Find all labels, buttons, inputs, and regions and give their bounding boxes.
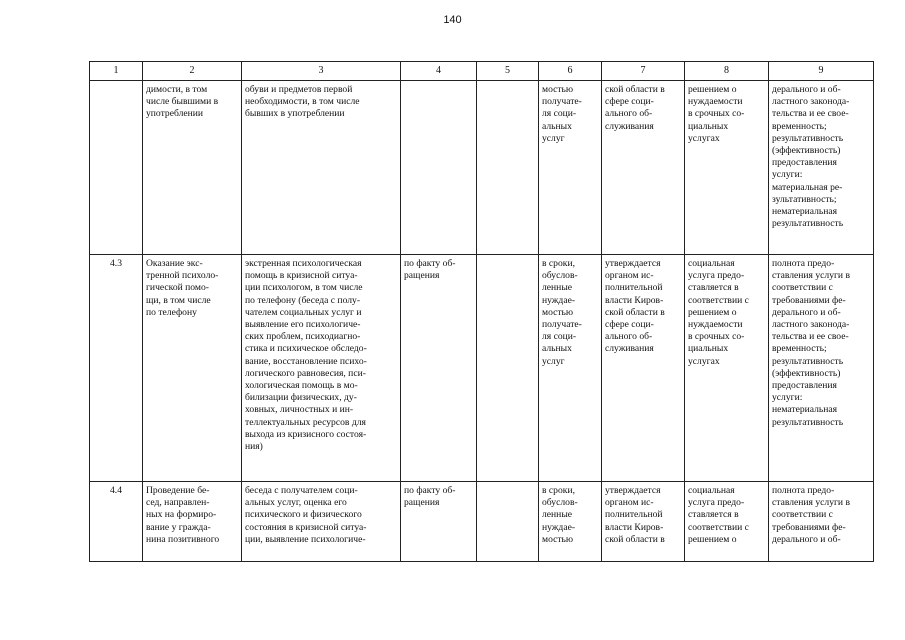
cell-line: органом ис-: [605, 497, 654, 509]
provision-frequency-cell: [401, 255, 477, 482]
cell-line: результативность: [772, 218, 844, 230]
header-cell-7: 7: [602, 62, 685, 81]
service-description-cell: [242, 482, 401, 562]
cell-line: ального об-: [605, 331, 653, 343]
cell-line: решением о: [688, 533, 737, 545]
provision-conditions-cell: [685, 255, 769, 482]
cell-line: нуждаемости: [688, 96, 743, 108]
cell-line: тельства и ее свое-: [772, 331, 849, 343]
cell-line: экстренная психологическая: [245, 258, 362, 269]
cell-line: по факту об-: [404, 485, 456, 496]
cell-line: соответствии с: [772, 509, 833, 521]
cell-line: зультативность;: [772, 193, 837, 205]
cell-line: мостью: [542, 306, 574, 318]
cell-line: в срочных со-: [688, 108, 745, 120]
cell-line: власти Киров-: [605, 294, 664, 306]
cell-line: щи, в том числе: [146, 294, 211, 306]
cell-line: бывших в употреблении: [245, 108, 345, 120]
cell-line: ции психологом, в том числе: [245, 282, 363, 294]
cell-line: чателем социальных услуг и: [245, 306, 362, 318]
cell-line: Проведение бе-: [146, 485, 210, 496]
cell-line: выявление его психологиче-: [245, 319, 361, 331]
cell-line: вание у гражда-: [146, 521, 211, 533]
header-cell-8: 8: [685, 62, 769, 81]
cell-line: циальных: [688, 120, 729, 132]
cell-line: власти Киров-: [605, 521, 664, 533]
cell-line: соответствии с: [772, 282, 833, 294]
cell-line: требованиями фе-: [772, 294, 846, 306]
cell-line: нуждаемости: [688, 319, 743, 331]
cell-line: по телефону (беседа с полу-: [245, 294, 361, 306]
cell-line: полнительной: [605, 282, 663, 294]
cell-line: вание, восстановление психо-: [245, 355, 367, 367]
cell-line: (эффективность): [772, 145, 841, 157]
cell-line: в сроки,: [542, 485, 575, 496]
cell-line: получате-: [542, 319, 582, 331]
cell-line: Оказание экс-: [146, 258, 203, 269]
provision-frequency-cell: [401, 482, 477, 562]
cell-line: дерального и об-: [772, 533, 841, 545]
cell-line: полнота предо-: [772, 485, 835, 496]
cell-line: по факту об-: [404, 258, 456, 269]
cell-line: сфере соци-: [605, 96, 654, 108]
cell-line: нуждае-: [542, 294, 576, 306]
cell-line: предоставления: [772, 380, 837, 392]
cell-line: тренной психоло-: [146, 270, 219, 282]
service-description-cell: [242, 81, 401, 255]
quality-indicators-cell: [769, 81, 874, 255]
cell-line: органом ис-: [605, 270, 654, 282]
provision-conditions-cell: [685, 482, 769, 562]
cell-line: результативность: [772, 355, 844, 367]
cell-line: циальных: [688, 343, 729, 355]
cell-line: беседа с получателем соци-: [245, 485, 358, 496]
cell-line: альных услуг, оценка его: [245, 497, 347, 509]
cell-line: нематериальная: [772, 206, 838, 218]
service-name-cell: [143, 81, 242, 255]
cell-line: стика и психическое обследо-: [245, 343, 367, 355]
provision-terms-cell: [539, 255, 602, 482]
cell-line: билизации физических, ду-: [245, 392, 357, 404]
cell-line: ращения: [404, 497, 440, 509]
table-row: [90, 255, 874, 482]
page-number: 140: [443, 14, 462, 26]
cell-line: необходимости, в том числе: [245, 96, 360, 108]
cell-line: соответствии с: [688, 521, 749, 533]
cell-line: услуга предо-: [688, 270, 745, 282]
service-description-cell: [242, 255, 401, 482]
cell-line: психического и физического: [245, 509, 362, 521]
cell-line: (эффективность): [772, 367, 841, 379]
cell-line: ской области в: [605, 306, 665, 318]
cell-line: услугах: [688, 132, 720, 144]
quality-indicators-cell: [769, 255, 874, 482]
cell-line: ской области в: [605, 533, 665, 545]
cell-line: димости, в том: [146, 84, 208, 95]
service-name-cell: [143, 482, 242, 562]
cell-line: дерального и об-: [772, 306, 841, 318]
cell-line: ных на формиро-: [146, 509, 217, 521]
cell-line: выхода из кризисного состоя-: [245, 428, 367, 440]
cell-line: дерального и об-: [772, 84, 841, 95]
header-cell-5: 5: [477, 62, 539, 81]
service-name-cell: [143, 255, 242, 482]
cell-line: служивания: [605, 120, 654, 132]
row-number: [90, 81, 143, 255]
header-cell-1: 1: [90, 62, 143, 81]
cell-line: ции, выявление психологиче-: [245, 533, 366, 545]
cell-line: социальная: [688, 258, 735, 269]
cell-line: утверждается: [605, 485, 661, 496]
header-row: [90, 62, 874, 81]
column-5-cell: [477, 482, 539, 562]
cell-line: результативность: [772, 132, 844, 144]
cell-line: услугах: [688, 355, 720, 367]
cell-line: временность;: [772, 120, 827, 132]
cell-line: альных: [542, 120, 572, 132]
per-unit-tariff-cell: [602, 81, 685, 255]
row-number: 4.4: [90, 482, 143, 562]
cell-line: тельства и ее свое-: [772, 108, 849, 120]
per-unit-tariff-cell: [602, 255, 685, 482]
cell-line: употреблении: [146, 108, 204, 120]
cell-line: нематериальная: [772, 404, 838, 416]
quality-indicators-cell: [769, 482, 874, 562]
cell-line: ластного законода-: [772, 319, 850, 331]
cell-line: утверждается: [605, 258, 661, 269]
cell-line: мостью: [542, 533, 574, 545]
cell-line: сфере соци-: [605, 319, 654, 331]
cell-line: нина позитивного: [146, 533, 220, 545]
cell-line: состояния в кризисной ситуа-: [245, 521, 367, 533]
cell-line: предоставления: [772, 157, 837, 169]
cell-line: материальная ре-: [772, 181, 843, 193]
cell-line: временность;: [772, 343, 827, 355]
header-cell-3: 3: [242, 62, 401, 81]
cell-line: логического равновесия, пси-: [245, 367, 366, 379]
header-cell-2: 2: [143, 62, 242, 81]
cell-line: обуслов-: [542, 497, 578, 509]
cell-line: гической помо-: [146, 282, 209, 294]
cell-line: сед, направлен-: [146, 497, 210, 509]
per-unit-tariff-cell: [602, 482, 685, 562]
cell-line: ращения: [404, 270, 440, 282]
cell-line: ля соци-: [542, 331, 577, 343]
provision-terms-cell: [539, 81, 602, 255]
services-table: [89, 61, 874, 562]
cell-line: ховных, личностных и ин-: [245, 404, 354, 416]
cell-line: услуги:: [772, 169, 803, 181]
cell-line: полнительной: [605, 509, 663, 521]
header-cell-4: 4: [401, 62, 477, 81]
cell-line: числе бывшими в: [146, 96, 219, 108]
cell-line: обуви и предметов первой: [245, 84, 353, 95]
cell-line: по телефону: [146, 306, 197, 318]
cell-line: полнота предо-: [772, 258, 835, 269]
cell-line: решением о: [688, 84, 737, 95]
cell-line: хологическая помощь в мо-: [245, 380, 358, 392]
provision-frequency-cell: [401, 81, 477, 255]
header-cell-9: 9: [769, 62, 874, 81]
cell-line: альных: [542, 343, 572, 355]
cell-line: обуслов-: [542, 270, 578, 282]
column-5-cell: [477, 255, 539, 482]
cell-line: ставления услуги в: [772, 497, 850, 509]
cell-line: ских проблем, психодиагно-: [245, 331, 361, 343]
table-row: [90, 81, 874, 255]
cell-line: получате-: [542, 96, 582, 108]
cell-line: соответствии с: [688, 294, 749, 306]
cell-line: ния): [245, 441, 263, 453]
cell-line: теллектуальных ресурсов для: [245, 416, 366, 428]
cell-line: результативность: [772, 416, 844, 428]
cell-line: ленные: [542, 509, 573, 521]
cell-line: ля соци-: [542, 108, 577, 120]
cell-line: услуга предо-: [688, 497, 745, 509]
provision-terms-cell: [539, 482, 602, 562]
cell-line: ластного законода-: [772, 96, 850, 108]
cell-line: ального об-: [605, 108, 653, 120]
cell-line: нуждае-: [542, 521, 576, 533]
cell-line: в срочных со-: [688, 331, 745, 343]
cell-line: социальная: [688, 485, 735, 496]
cell-line: решением о: [688, 306, 737, 318]
cell-line: ской области в: [605, 84, 665, 95]
cell-line: ставляется в: [688, 282, 739, 294]
header-cell-6: 6: [539, 62, 602, 81]
cell-line: ленные: [542, 282, 573, 294]
cell-line: ставления услуги в: [772, 270, 850, 282]
provision-conditions-cell: [685, 81, 769, 255]
cell-line: служивания: [605, 343, 654, 355]
cell-line: услуги:: [772, 392, 803, 404]
cell-line: в сроки,: [542, 258, 575, 269]
table-row: [90, 482, 874, 562]
cell-line: мостью: [542, 84, 574, 95]
row-number: 4.3: [90, 255, 143, 482]
cell-line: услуг: [542, 132, 565, 144]
cell-line: помощь в кризисной ситуа-: [245, 270, 358, 282]
cell-line: ставляется в: [688, 509, 739, 521]
column-5-cell: [477, 81, 539, 255]
cell-line: услуг: [542, 355, 565, 367]
cell-line: требованиями фе-: [772, 521, 846, 533]
